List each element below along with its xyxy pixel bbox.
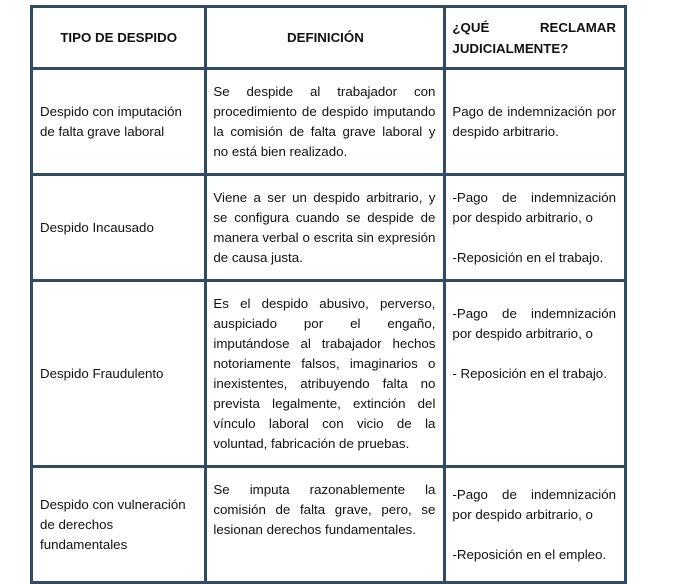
dismissal-types-table (30, 5, 627, 584)
claim-cell (445, 175, 626, 281)
header-judicial-claim: ¿QUÉ RECLAMAR JUDICIALMENTE? (445, 7, 626, 69)
claim-text-1: -Pago de indemnización por despido arbitrario, o (452, 306, 616, 341)
dismissal-type-cell: Despido con imputación de falta grave laboral (32, 69, 206, 175)
paragraph-spacer (452, 525, 616, 545)
paragraph-spacer (452, 228, 616, 248)
definition-text: Se imputa razonablemente la comisión de falta grave, pero, se lesionan derechos fundamentales. (213, 482, 436, 537)
table-header-row (32, 7, 626, 69)
claim-text-2: -Reposición en el empleo. (452, 546, 607, 562)
definition-cell (206, 467, 445, 583)
claim-text-2: - Reposición en el trabajo. (452, 366, 607, 381)
dismissal-type-cell: Despido con vulneración de derechos fundamentales (32, 467, 206, 583)
definition-text: Es el despido abusivo, perverso, auspiciado por el engaño, imputándose al trabajador hechos notoriamente falsos, imaginarios o inexistentes, atribuyendo falta no prevista legalmente, extinción del vínculo laboral con vicio de la voluntad, fabricación de pruebas. (213, 295, 436, 451)
claim-cell (445, 467, 626, 583)
claim-text-1: -Pago de indemnización por despido arbitrario, o (452, 189, 616, 225)
claim-text-1: -Pago de indemnización por despido arbitrario, o (452, 486, 616, 522)
header-dismissal-type: TIPO DE DESPIDO (32, 7, 206, 69)
definition-cell (206, 69, 445, 175)
claim-text-1: Pago de indemnización por despido arbitrario. (452, 103, 616, 139)
table-row (32, 467, 626, 583)
claim-cell (445, 69, 626, 175)
table-row (32, 281, 626, 467)
definition-cell (206, 175, 445, 281)
definition-cell (206, 281, 445, 467)
definition-text: Viene a ser un despido arbitrario, y se configura cuando se despide de manera verbal o escrita sin expresión de causa justa. (213, 189, 436, 265)
claim-text-2: -Reposición en el trabajo. (452, 249, 604, 265)
claim-cell (445, 281, 626, 467)
definition-text: Se despide al trabajador con procedimiento de despido imputando la comisión de falta grave laboral y no está bien realizado. (213, 83, 436, 159)
header-definition: DEFINICIÓN (206, 7, 445, 69)
dismissal-type-cell: Despido Fraudulento (32, 281, 206, 467)
paragraph-spacer (452, 344, 616, 364)
table-row (32, 69, 626, 175)
table-row (32, 175, 626, 281)
dismissal-type-cell: Despido Incausado (32, 175, 206, 281)
